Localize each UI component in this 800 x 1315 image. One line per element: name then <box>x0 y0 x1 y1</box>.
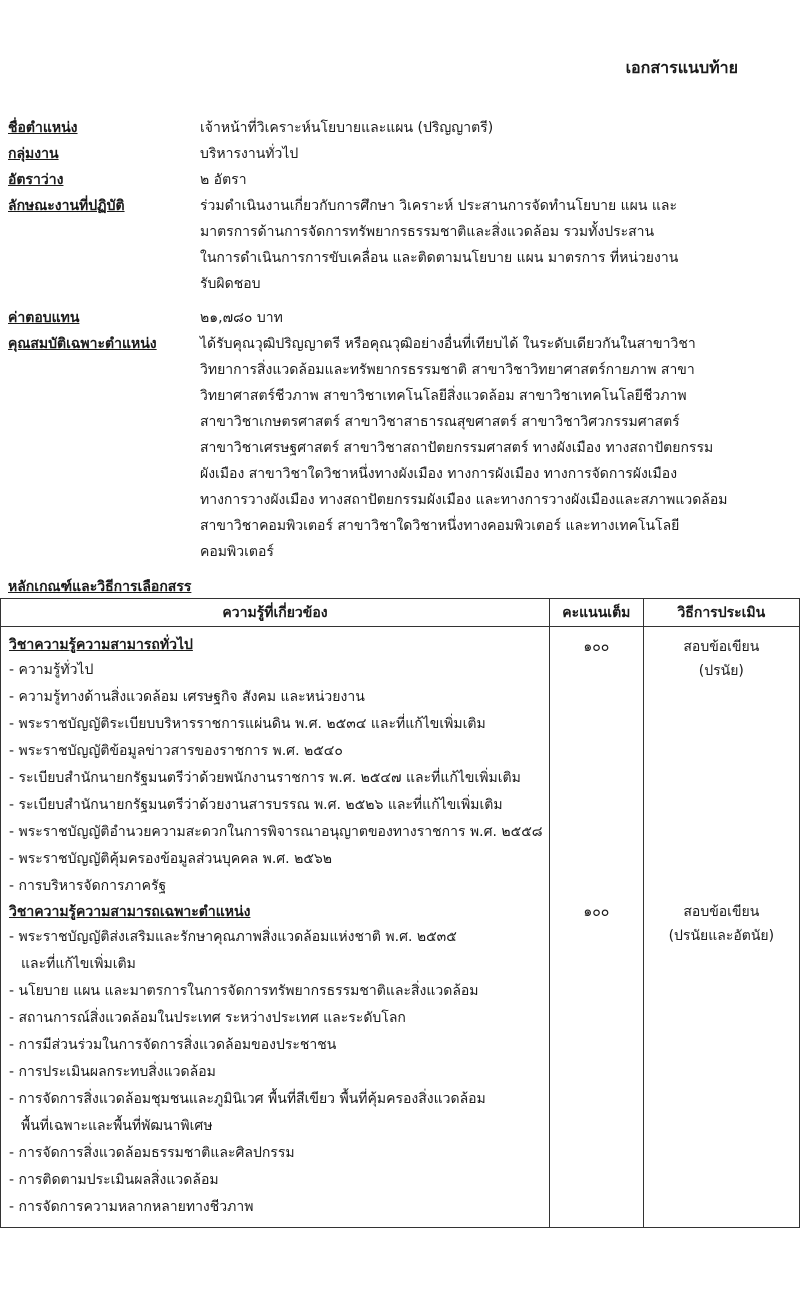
knowledge-cell <box>1 627 550 1228</box>
list-item-line: - พระราชบัญญัติข้อมูลข่าวสารของราชการ พ.ศ. ๒๕๔๐ <box>9 743 343 759</box>
header-knowledge: ความรู้ที่เกี่ยวข้อง <box>1 599 550 627</box>
field-value <box>200 141 772 167</box>
list-item <box>9 873 545 900</box>
criteria-table <box>0 598 800 1228</box>
field-value <box>200 167 772 193</box>
method-line: (ปรนัย) <box>698 663 744 679</box>
field-value <box>200 305 772 331</box>
criteria-heading: หลักเกณฑ์และวิธีการเลือกสรร <box>8 579 192 595</box>
list-item-line: และที่แก้ไขเพิ่มเติม <box>21 956 136 972</box>
list-item <box>9 978 545 1005</box>
method-line: สอบข้อเขียน <box>683 904 760 920</box>
list-item <box>9 1140 545 1167</box>
table-row <box>1 627 800 1228</box>
list-item <box>9 819 545 846</box>
list-item <box>9 684 545 711</box>
field-value-line: สาขาวิชาคอมพิวเตอร์ สาขาวิชาใดวิชาหนึ่งทางคอมพิวเตอร์ และทางเทคโนโลยี <box>200 518 680 534</box>
list-item-line: - พระราชบัญญัติระเบียบบริหารราชการแผ่นดิน พ.ศ. ๒๕๓๔ และที่แก้ไขเพิ่มเติม <box>9 716 486 732</box>
list-item-line: - ระเบียบสำนักนายกรัฐมนตรีว่าด้วยพนักงานราชการ พ.ศ. ๒๕๔๗ และที่แก้ไขเพิ่มเติม <box>9 770 521 786</box>
list-item <box>9 1005 545 1032</box>
list-item-line: - พระราชบัญญัติคุ้มครองข้อมูลส่วนบุคคล พ.ศ. ๒๕๖๒ <box>9 851 333 867</box>
list-item <box>9 738 545 765</box>
table-header-row <box>1 599 800 627</box>
list-item-line: - การประเมินผลกระทบสิ่งแวดล้อม <box>9 1064 216 1080</box>
list-item-line: - นโยบาย แผน และมาตรการในการจัดการทรัพยากรธรรมชาติและสิ่งแวดล้อม <box>9 983 479 999</box>
method-line: สอบข้อเขียน <box>683 639 760 655</box>
list-item-line: - การจัดการความหลากหลายทางชีวภาพ <box>9 1199 254 1215</box>
field-label: อัตราว่าง <box>8 172 64 188</box>
field-value-line: ในการดำเนินการการขับเคลื่อน และติดตามนโยบาย แผน มาตรการ ที่หน่วยงาน <box>200 250 679 266</box>
method-cell <box>643 627 799 1228</box>
field-value-line: มาตรการด้านการจัดการทรัพยากรธรรมชาติและสิ่งแวดล้อม รวมทั้งประสาน <box>200 224 655 240</box>
list-item <box>9 711 545 738</box>
list-item-line: - การจัดการสิ่งแวดล้อมชุมชนและภูมินิเวศ พื้นที่สีเขียว พื้นที่คุ้มครองสิ่งแวดล้อม <box>9 1091 486 1107</box>
list-item-line: - การติดตามประเมินผลสิ่งแวดล้อม <box>9 1172 219 1188</box>
method-line: (ปรนัยและอัตนัย) <box>668 928 775 944</box>
list-item <box>9 924 545 978</box>
score-cell <box>549 627 643 1228</box>
method-specific <box>644 900 799 948</box>
list-item <box>9 1059 545 1086</box>
field-value <box>200 331 772 565</box>
field-value-line: สาขาวิชาเศรษฐศาสตร์ สาขาวิชาสถาปัตยกรรมศาสตร์ ทางผังเมือง ทางสถาปัตยกรรม <box>200 440 714 456</box>
list-item-line: - การบริหารจัดการภาครัฐ <box>9 878 167 894</box>
field-value <box>200 193 772 297</box>
score-general: ๑๐๐ <box>583 639 610 655</box>
field-value <box>200 115 772 141</box>
list-item-line: - การจัดการสิ่งแวดล้อมธรรมชาติและศิลปกรรม <box>9 1145 295 1161</box>
header-full-score: คะแนนเต็ม <box>549 599 643 627</box>
list-item <box>9 1194 545 1221</box>
field-value-line: ๒ อัตรา <box>200 172 247 188</box>
field-value-line: เจ้าหน้าที่วิเคราะห์นโยบายและแผน (ปริญญาตรี) <box>200 120 494 136</box>
list-item <box>9 792 545 819</box>
field-value-line: ๒๑,๗๘๐ บาท <box>200 310 283 326</box>
method-general <box>644 635 799 683</box>
field-value-line: ได้รับคุณวุฒิปริญญาตรี หรือคุณวุฒิอย่างอื่นที่เทียบได้ ในระดับเดียวกันในสาขาวิชา <box>200 336 696 352</box>
list-item <box>9 657 545 684</box>
field-value-line: สาขาวิชาเกษตรศาสตร์ สาขาวิชาสาธารณสุขศาสตร์ สาขาวิชาวิศวกรรมศาสตร์ <box>200 414 680 430</box>
field-label: ค่าตอบแทน <box>8 310 80 326</box>
field-label: ชื่อตำแหน่ง <box>8 120 78 136</box>
list-item-line: - ระเบียบสำนักนายกรัฐมนตรีว่าด้วยงานสารบรรณ พ.ศ. ๒๕๒๖ และที่แก้ไขเพิ่มเติม <box>9 797 503 813</box>
list-item-line: - พระราชบัญญัติส่งเสริมและรักษาคุณภาพสิ่งแวดล้อมแห่งชาติ พ.ศ. ๒๕๓๕ <box>9 929 457 945</box>
list-item-line: พื้นที่เฉพาะและพื้นที่พัฒนาพิเศษ <box>21 1118 213 1134</box>
field-value-line: ร่วมดำเนินงานเกี่ยวกับการศึกษา วิเคราะห์ ประสานการจัดทำนโยบาย แผน และ <box>200 198 678 214</box>
field-label: กลุ่มงาน <box>8 146 59 162</box>
list-item-line: - ความรู้ทางด้านสิ่งแวดล้อม เศรษฐกิจ สังคม และหน่วยงาน <box>9 689 365 705</box>
subjects-list <box>9 633 545 1221</box>
list-item <box>9 1167 545 1194</box>
list-item <box>9 1032 545 1059</box>
list-item-line: - การมีส่วนร่วมในการจัดการสิ่งแวดล้อมของประชาชน <box>9 1037 337 1053</box>
list-item-line: - พระราชบัญญัติอำนวยความสะดวกในการพิจารณาอนุญาตของทางราชการ พ.ศ. ๒๕๕๘ <box>9 824 543 840</box>
list-item-line: - ความรู้ทั่วไป <box>9 662 94 678</box>
field-value-line: รับผิดชอบ <box>200 276 261 292</box>
field-value-line: ทางการวางผังเมือง ทางสถาปัตยกรรมผังเมือง และทางการวางผังเมืองและสภาพแวดล้อม <box>200 492 728 508</box>
field-value-line: คอมพิวเตอร์ <box>200 544 274 560</box>
subject-title: วิชาความรู้ความสามารถเฉพาะตำแหน่ง <box>9 904 251 920</box>
subject-title: วิชาความรู้ความสามารถทั่วไป <box>9 637 193 653</box>
field-value-line: บริหารงานทั่วไป <box>200 146 299 162</box>
field-value-line: วิทยาการสิ่งแวดล้อมและทรัพยากรธรรมชาติ สาขาวิชาวิทยาศาสตร์กายภาพ สาขา <box>200 362 695 378</box>
field-value-line: ผังเมือง สาขาวิชาใดวิชาหนึ่งทางผังเมือง ทางการผังเมือง ทางการจัดการผังเมือง <box>200 466 678 482</box>
document-header: เอกสารแนบท้าย <box>625 58 738 77</box>
header-evaluation-method: วิธีการประเมิน <box>643 599 799 627</box>
list-item <box>9 765 545 792</box>
list-item <box>9 1086 545 1140</box>
list-item <box>9 846 545 873</box>
score-specific: ๑๐๐ <box>583 904 610 920</box>
list-item-line: - สถานการณ์สิ่งแวดล้อมในประเทศ ระหว่างประเทศ และระดับโลก <box>9 1010 406 1026</box>
field-value-line: วิทยาศาสตร์ชีวภาพ สาขาวิชาเทคโนโลยีสิ่งแวดล้อม สาขาวิชาเทคโนโลยีชีวภาพ <box>200 388 687 404</box>
field-label: คุณสมบัติเฉพาะตำแหน่ง <box>8 336 157 352</box>
field-label: ลักษณะงานที่ปฏิบัติ <box>8 198 125 214</box>
